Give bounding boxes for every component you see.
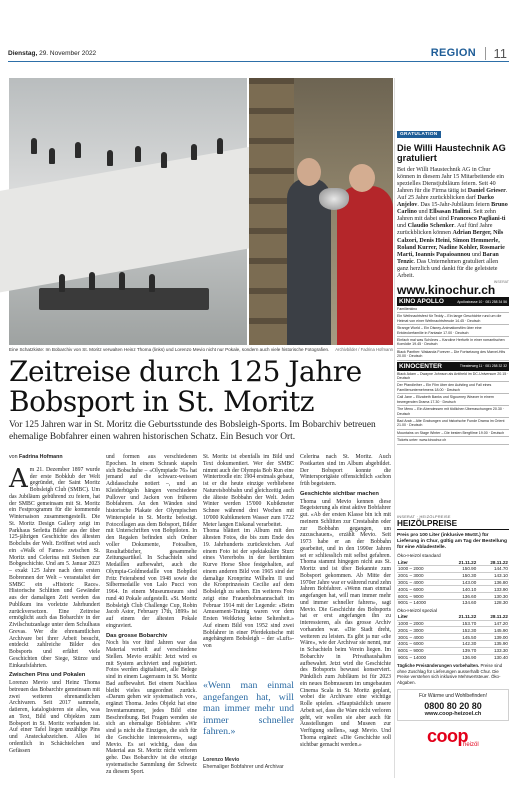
article-column-1: von Fadrina Hofmann A m 21. Dezember 1897 wurde der erste Bobklub der Welt gegründet, der Saint Moritz Bobsleigh Club (SMBC). Um das Jubiläum gebührend zu feiern, hat der SMBC gemeinsam mit St. Moritz ein Festprogramm für die kommende Wintersaison zusammengestellt. Die St. Moritz Design Gallery zeigt im Parkhaus Serletta Bilder aus der über 125-jährigen Geschichte des ältesten Bobclubs der Welt. Eröffnet wird auch ein «Walk of Fame» zwischen St. Moritz und Celerina mit Steinen zur Bobgeschichte. Und am 5. Januar 2023 – exakt 125 Jahre nach dem ersten Bobrennen der Welt – veranstaltet der SMBC ein «Historic Race». Historische Schlitten und Gewänder aus der damaligen Zeit werden das Publikum ins vorletzte Jahrhundert zurückversetzen. Eine Zeitreise ermöglicht auch das Bobarchiv in der Zivilschutzanlage unter dem Schulhaus Grevas. Wer die ehrenamtlichen Archivare bei ihrer Arbeit besucht, entdeckt zahlreiche Bilder des Bobsports und erfährt viele Geschichten über Siege, Stürze und Einkaufsfahrten. Zwischen Pins und Pokalen Lorenzo Mevio und Heinz Thoma betreuen das Bobarchiv gemeinsam mit zwei weiteren ehrenamtlichen Archivaren. Seit 2017 sammeln, datieren, katalogisieren sie alles, was an Text, Bild und Objekten zum Bobsport in St. Moritz vorhanden ist. Auf einer Tafel liegen unzählige Pins und Ansteckabzeichen. Alles ist ordentlich in Schächtelchen und Gefässen [9,454,101,754]
heating-oil-topline: INSERAT · HEIZÖLPREISE [397,515,451,519]
article-body [9,454,393,794]
photo-head [297,158,321,186]
photo-credit: Archivbilder / Fadrina Hofmann [335,347,393,352]
coop-heizoel-ad[interactable] [397,689,509,721]
heating-oil-note: Tägliche Preisänderungen vorbehalten. Preise sind ohne Zuschlag für Lieferungen ausserhalb Chur. Die Preise verstehen sich inklusive Mehrwertsteuer. Öko-Abgaben. [397,663,503,685]
price-table-label: Öko-Heizöl spezial [397,608,437,614]
article-column-2: und formen aus verschiedenen Epochen. In einem Schrank stapeln sich Bobschuhe – «Olympiade 76» hat jemand auf die schwarz-weissen Adidasschuhe notiert –, und an Kleiderbügeln hängen verschiedene Pullover und Jacken von früheren Bobfahrern. An den Wänden sind historische Plakate der Olympischen Winterspiele in St. Moritz befestigt. Fotocollagen aus dem Bobsport, Bilder mit Unterschriften von Bobpiloten. In den Regalen befinden sich Ordner voller Dokumente, Fotoalben, Resultatbücher, gesammelte Zeitungsartikel. In Schachteln sind Medaillen aufbewahrt, auch die Olympia-Goldmedaille von Bobpilot Fritz Feierabend von 1948 sowie die Silbermedaille von Lalo Pucci von 1964. In einem Museumsraum sind rund 40 Pokale aufgestellt. «St. Moritz Bobsleigh Club Challenge Cup, Robin Jacob Astor, February 17th, 1899» ist auf einem der ältesten Pokale eingraviert. Das grosse Bobarchiv Noch bis vor fünf Jahren war das Material verteilt auf verschiedene Stellen. Mevio erzählt: Jetzt wird es mit System archiviert und registriert. Fotos werden digitalisiert, alle Belege sind in einem Lagerraum in St. Moritz Bad aufbewahrt. Bei einem Nachlass bleibt vieles ungeordnet zurück. «Darum gehen wir systematisch vor», ergänzt Thoma. Jedes Objekt hat eine Inventarnummer, jedes Bild eine Beschreibung. Bei Fragen wenden sie sich an ehemalige Bobfahrer. «Wir sind ja nicht die Einzigen, die sich für die Geschichte interessieren», sagt Mevio. Es sei wichtig, dass das Material aus St. Moritz nicht verloren gehe. Das Bobarchiv ist die einzige systematische Sammlung der Schweiz zu diesem Sport. [106,454,197,775]
photo-trophy [319,188,349,210]
page-number: 11 [493,46,507,61]
cinema-program-row: The Menu – Ein Abendessen mit tödlichen Überraschungen 20.30 · Deutsch [397,406,509,418]
table-row: 4001 – 6000 142.30 135.90 [398,641,508,647]
page-header [8,48,509,64]
ad-label: INSERAT [493,280,509,284]
cinema-program-row: Strange World – Ein Disney-Animationsfilm über eine Entdeckerfamilie in Fantasie 17.00 · Deutsch [397,325,509,337]
photo-bob-rider [89,272,95,290]
photo-person [107,150,113,166]
cinema-program-row: Einfach mal was Schönes – Karoline Herfurth in einer romantischen Komödie 19.45 · Deutsch [397,337,509,349]
photo-bob-rider [149,274,155,292]
sidebar-divider [394,78,395,778]
article-headline [9,357,399,417]
pull-quote: «Wenn man einmal angefangen hat, will man immer mehr und immer schneller fahren.» [203,680,294,738]
photo-person-lorenzo-mevio [337,186,393,345]
first-paragraph: A m 21. Dezember 1897 wurde der erste Bobklub der Welt gegründet, der Saint Moritz Bobsleigh Club (SMBC). Um das Jubiläum gebührend zu feiern, hat der SMBC gemeinsam mit St. Moritz ein Festprogramm für die kommende Wintersaison zusammengestellt. Die St. Moritz Design Gallery zeigt im Parkhaus Serletta Bilder aus der über 125-jährigen Geschichte des ältesten Bobclubs der Welt. Eröffnet wird auch ein «Walk of Fame» zwischen St. Moritz und Celerina mit Steinen zur Bobgeschichte. Und am 5. Januar 2023 – exakt 125 Jahre nach dem ersten Bobrennen der Welt – veranstaltet der SMBC ein «Historic Race». Historische Schlitten und Gewänder aus der damaligen Zeit werden das Publikum ins vorletzte Jahrhundert zurückversetzen. Eine Zeitreise ermöglicht auch das Bobarchiv in der Zivilschutzanlage unter dem Schulhaus Grevas. Wer die ehrenamtlichen Archivare bei ihrer Arbeit besucht, entdeckt zahlreiche Bilder des Bobsports und erfährt viele Geschichten über Siege, Stürze und Einkaufsfahrten. [9,463,100,669]
price-table-standard: Liter 21.11.22 28.11.22 1000 – 2000 150.90 144.70 2001 – 3000 150.30 143.10 3001 – 4000 143.00 136.80 4001 – 6000 140.10 133.90 6001 – 9000 136.60 130.30 9001 – 14000 134.60 128.30 [398,559,508,606]
price-table-label: Öko-Heizöl standard [397,554,441,559]
table-row: 2001 – 3000 152.30 145.90 [398,627,508,633]
historical-bobsleigh-photo [9,78,247,345]
headline-line-2: Bobsport in St. Moritz [9,385,315,418]
ad-website[interactable]: www.coop-heizoel.ch [424,711,482,717]
ad-phone-number[interactable]: 0800 80 20 80 [424,701,482,711]
issue-date: Dienstag, 29. November 2022 [8,50,97,57]
cinema-website[interactable]: www.kinochur.ch [397,283,496,297]
table-row: 6001 – 9000 139.70 133.30 [398,648,508,654]
heating-oil-title: HEIZÖLPREISE [397,519,509,530]
photo-person [217,138,223,154]
author-line: von Fadrina Hofmann [9,454,63,460]
cinema-program-row: Black Panther: Wakanda Forever – Die Fortsetzung des Marvel-Hits 20.00 · Deutsch [397,349,509,361]
photo-person [161,152,167,168]
photo-person [75,142,81,158]
archivists-portrait-photo [249,78,393,345]
photo-person [135,146,141,162]
cinema-program-row: Der Pfandleiher – Ein Film über den Aufstieg und Fall eines Familienunternehmens 18.00 · Deutsch [397,382,509,394]
cinema-program-row: Black Adam – Dwayne Johnson als Antiheld im DC-Universum 20.15 · Deutsch [397,371,509,383]
header-rule [8,61,509,62]
cinema-program-row: Mountains on Stage Winter – Die besten Bergfilme 19.00 · Deutsch [397,430,509,437]
photo-person [49,148,55,164]
pull-quote-attribution: Lorenzo Mevio Ehemaliger Bobfahrer und Archivar [203,757,284,770]
photo-bob-rider [59,274,65,292]
table-row: 1000 – 2000 150.90 144.70 [398,566,508,572]
ad-slogan: Für Wärme und Wohlbefinden! [419,693,487,699]
photo-caption: Eine Schatzkiste: Im Bobarchiv von St. Moritz verwalten Heinz Thoma (links) und Lorenzo Mevio nicht nur Pokale, sondern auch viele historische Fotografien. Archivbilder / Fadrina Hofmann [9,347,393,352]
table-row: 2001 – 3000 150.30 143.10 [398,573,508,579]
table-row: 1000 – 2000 153.70 147.20 [398,621,508,627]
article-lead: Vor 125 Jahren war in St. Moritz die Geburtsstunde des Bobsleigh-Sports. Im Bobarchiv betreuen ehemalige Bobfahrer einen wahren historischen Schatz. Ein Besuch vor Ort. [9,420,376,442]
headline-line-1: Zeitreise durch 125 Jahre [9,355,362,388]
cinema-program-row: Bad Arab – Alte Grabungen und historische Funde Drama im Orient 21.00 · Deutsch [397,418,509,430]
heating-oil-intro: Preis pro 100 Liter (inklusive MwSt.) für Lieferung in Chur, gültig am Tag der Bestellung für eine Abladestelle. [397,533,507,550]
cinema-program-row: Familienkino [397,306,509,313]
congratulation-text: Bei der Willi Haustechnik AG in Chur können in diesem Jahr 15 Mitarbeitende ein spezielles Dienstjubiläum feiern. Seit 40 Jahren für die Firma tätig ist Daniel Grieser. Auf 25 Jahre zurückblicken darf Darko Anjelov. Das 15-Jahr-Jubiläum feiern Bruno Carlino und Ellsasan Halimi. Seit zehn Jahren mit dabei sind Francesco Pagliani-ti und Claudio Schenker. Auf fünf Jahre zurückblicken können Adrian Berger, Nils Calzori, Denis Heini, Simon Hemmerle, Roland Kurrer, Nadine Kohler, Rosmarie Marti, Ioannis Papaioannou und Baran Tenzic. Das Unternehmen gratuliert allen ganz herzlich und dankt für die geleistete Arbeit. [397,166,508,279]
photo-head [349,164,375,192]
header-divider [485,47,486,60]
congratulation-tag: GRATULATION [397,131,441,138]
table-row: 9001 – 14000 134.60 128.30 [398,600,508,606]
heating-oil-prices [397,515,509,750]
table-row: 4001 – 6000 140.10 133.90 [398,586,508,592]
subheading: Zwischen Pins und Pokalen [9,672,86,679]
photo-person [31,138,37,154]
photo-bob-rider [119,272,125,290]
cinema-advertisement [397,280,509,476]
photo-person [191,144,197,160]
table-row: 3001 – 4000 143.00 136.80 [398,579,508,585]
table-row: 9001 – 14000 136.90 130.40 [398,654,508,660]
section-title: REGION [430,47,476,59]
article-column-3: St. Moritz ist ebenfalls im Bild und Text dokumentiert. Wer der SMBC nimmt auch der Olympia Bob Run eine Wintertrodle ein: 1904 erstmals gebaut, ist er die heute einzige verbliebene Natureisbobbahn und gleichzeitig auch die älteste Bobbahn der Welt. Jeden Winter werden 15'000 Kubikmeter Schnee während drei Wochen mit 10'000 Kubikmetern Wasser zum 1722 Meter langen Eiskanal verarbeitet. Thoma blättert im Album mit den ältesten Fotos, die bis zum Ende des 19. Jahrhunderts zurückreichen. Auf einem Foto ist der spektakuläre Sturz eines Viererbobs in der berühmten Kurve Horse Shoe festgehalten, auf einem anderen Bild von 1965 sind der damalige Kronprinz Wilhelm II und die Kronprinzessin Cecilie auf dem Bobsleigh zu sehen. Ein weiteres Foto zeigt eine Frauenbobmannschaft im Februar 1914 mit der Legende: «Beim Amusement-Trainig waren vor dem Ersten Weltkrieg keine Seltenheit.» Auf einem Bild von 1952 sind zwei Bobfahrer in einer Pferdekutsche mit angehängtem Bobsleigh – der «Luft»-von «Wenn man einmal angefangen hat, will man immer mehr und immer schneller fahren.» Lorenzo Mevio Ehemaliger Bobfahrer und Archivar [203,454,294,770]
cinema-program-row: Call Jane – Elizabeth Banks und Sigourney Weaver in einem bewegenden Drama 17.30 · Deutsch [397,394,509,406]
cinema-program-row: Ein Weihnachtsfest für Teddy – Ein lange Geschichte rund um die Heimat von einer Weihnachtsfreude 14.45 · Deutsch [397,313,509,325]
cinema-tickets-link[interactable]: Tickets unter: www.kinochur.ch [397,437,509,444]
table-row: 6001 – 9000 136.60 130.30 [398,593,508,599]
drop-cap: A [9,463,28,494]
subheading: Geschichte sichtbar machen [300,490,379,497]
price-table-spezial: Liter 21.11.22 28.11.22 1000 – 2000 153.70 147.20 2001 – 3000 152.30 145.90 3001 – 4000 145.50 139.00 4001 – 6000 142.30 135.90 6001 – 9000 139.70 133.30 9001 – 14000 136.90 130.40 [398,614,508,660]
table-row: 3001 – 4000 145.50 139.00 [398,634,508,640]
cinema-apollo-banner: KINO APOLLO Apollostrasse 10 · 081 258 34 56 [399,298,507,305]
kinocenter-banner: KINOCENTER Theaterweg 11 · 081 258 32 32 [399,362,507,370]
congratulation-notice [397,122,509,280]
congratulation-title: Die Willi Haustechnik AG gratuliert [397,143,506,164]
coop-heizoel-logo: coop heizöl [427,726,479,748]
article-column-4: Celerina nach St. Moritz. Auch Postkarten sind im Album abgebildet. Der Bobsport konnte die Wintersportgäste offensichtlich «schon früh begeistern. Geschichte sichtbar machen Thoma und Mevio kennen diese Begeisterung als einst aktive Bobfahrer gut. «Ab der ersten Klasse bin ich mit meinem Schlitten zur Crestabahn oder zur Bobbahn gegangen, um zuzuschauen», erzählt Mevio. Seit 1973 habe er an der Bobbahn gearbeitet, und in den 1990er Jahren sei er schliesslich mit selbst gefahren. Thoma stammt hingegen nicht aus St. Moritz und ist über Bekannte zum Bobsport gekommen. Ab Mitte der 1970er Jahre war er während rund zehn Jahren Bobfahrer. «Wenn man einmal angefangen hat, will man immer mehr und immer schneller fahren», sagt Mevio. Die Geschichte des Bobsports hat er erst angefangen ihn zu interessieren, als das grosse Archiv vorhanden war. «Die Stadt dreht, weiteren zu leisten. Es gibt ja nur «die Wäre», wie der Archivar sie nennt, nur in Schachteln beim Verein liegen. Im Bobarchiv in Privathaushalten aufbewahrt. Jetzt wird die Geschichte des Bobsports bewusst konserviert. Pünktlich zum Jubiläum ist für 2023 ein neues Bobmuseum im umgebauten Cinema Scala in St. Moritz geplant, wobei die Archivare eine wichtige Rolle spielen. «Hauptsächlich unsere Arbeit sei, dass die Ware nicht verloren geht, wir wollen sie aber auch für Ausstellungen und Museen zur Verfügung stellen», sagt Mevio. Und Thoma ergänzt: «Die Geschichte soll sichtbar gemacht werden.» [300,454,392,748]
subheading: Das grosse Bobarchiv [106,632,168,639]
